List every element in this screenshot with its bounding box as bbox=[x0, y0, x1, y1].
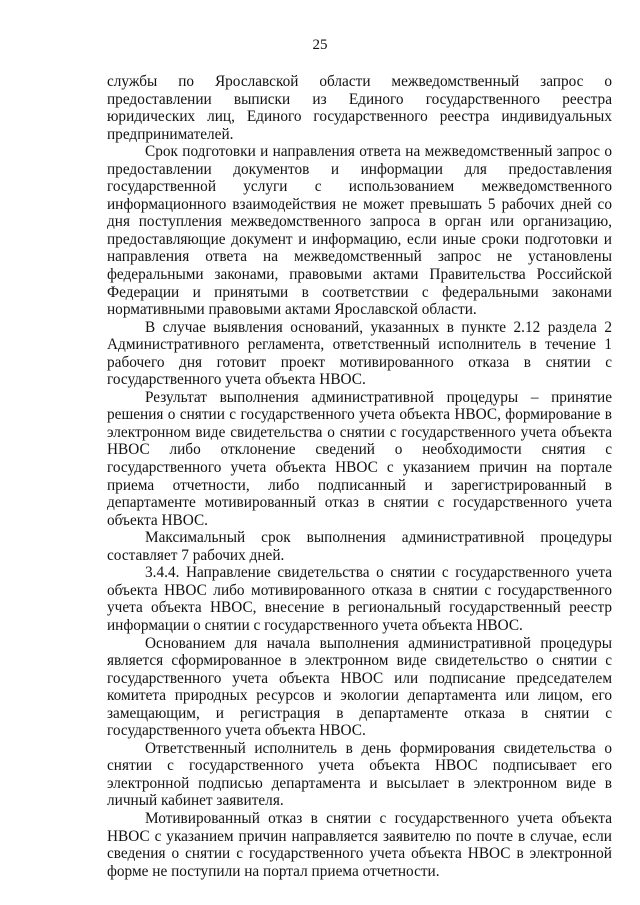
paragraph: Основанием для начала выполнения административной процедуры является сформированное в электронном виде свидетельство о снятии с государственного учета объекта НВОС или подписание председателем комитета природных ресурсов и экологии департамента или лицом, его замещающим, и регистрация в департаменте отказа в снятии с государственного учета объекта НВОС. bbox=[107, 634, 612, 740]
body-text bbox=[107, 73, 612, 880]
paragraph: Срок подготовки и направления ответа на межведомственный запрос о предоставлении документов и информации для предоставления государственной услуги с использованием межведомственного информационного взаимодействия не может превышать 5 рабочих дней со дня поступления межведомственного запроса в орган или организацию, предоставляющие документ и информацию, если иные сроки подготовки и направления ответа на межведомственный запрос не установлены федеральными законами, правовыми актами Правительства Российской Федерации и принятыми в соответствии с федеральными законами нормативными правовыми актами Ярославской области. bbox=[107, 143, 612, 319]
paragraph: службы по Ярославской области межведомственный запрос о предоставлении выписки из Единого государственного реестра юридических лиц, Единого государственного реестра индивидуальных предпринимателей. bbox=[107, 73, 612, 143]
section-heading-paragraph: 3.4.4. Направление свидетельства о снятии с государственного учета объекта НВОС либо мотивированного отказа в снятии с государственного учета объекта НВОС, внесение в региональный государственный реестр информации о снятии с государственного учета объекта НВОС. bbox=[107, 564, 612, 634]
paragraph: В случае выявления оснований, указанных в пункте 2.12 раздела 2 Административного регламента, ответственный исполнитель в течение 1 рабочего дня готовит проект мотивированного отказа в снятии с государственного учета объекта НВОС. bbox=[107, 318, 612, 389]
paragraph: Результат выполнения административной процедуры – принятие решения о снятии с государственного учета объекта НВОС, формирование в электронном виде свидетельства о снятии с государственного учета объекта НВОС либо отклонение сведений о необходимости снятия с государственного учета объекта НВОС с указанием причин на портале приема отчетности, либо подписанный и зарегистрированный в департаменте мотивированный отказ в снятии с государственного учета объекта НВОС. bbox=[107, 388, 612, 529]
page-number: 25 bbox=[312, 37, 328, 53]
paragraph: Максимальный срок выполнения административной процедуры составляет 7 рабочих дней. bbox=[107, 529, 612, 564]
paragraph: Ответственный исполнитель в день формирования свидетельства о снятии с государственного учета объекта НВОС подписывает его электронной подписью департамента и высылает в электронном виде в личный кабинет заявителя. bbox=[107, 739, 612, 810]
paragraph: Мотивированный отказ в снятии с государственного учета объекта НВОС с указанием причин направляется заявителю по почте в случае, если сведения о снятии с государственного учета объекта НВОС в электронной форме не поступили на портал приема отчетности. bbox=[107, 809, 612, 880]
